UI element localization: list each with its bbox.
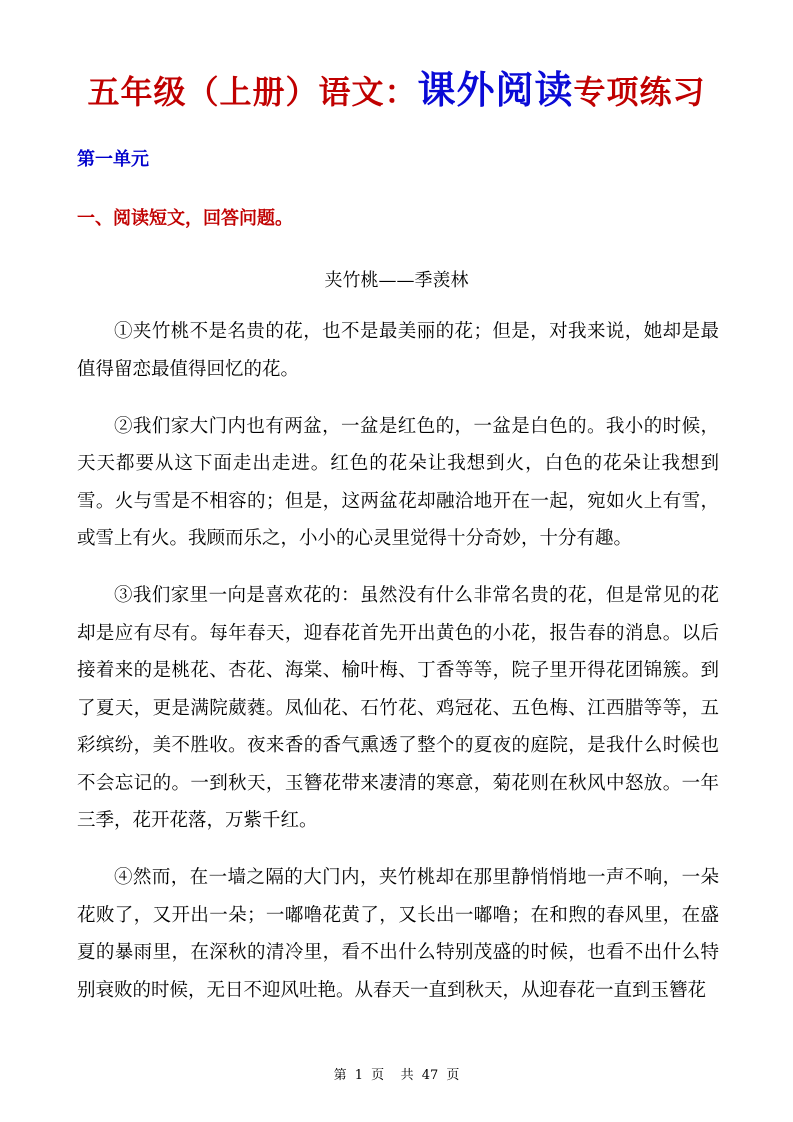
footer-total-suffix: 页 [446,1068,460,1083]
page-footer [0,1066,793,1086]
paragraph-4: ④然而，在一墙之隔的大门内，夹竹桃却在那里静悄悄地一声不响，一朵花败了，又开出一朵；一嘟噜花黄了，又长出一嘟噜；在和煦的春风里，在盛夏的暴雨里，在深秋的清冷里，看不出什么特别茂盛的时候，也看不出什么特别衰败的时候，无日不迎风吐艳。从春天一直到秋天，从迎春花一直到玉簪花 [77,867,719,1001]
footer-current-page: 1 [354,1068,363,1083]
footer-page-suffix: 页 [371,1068,385,1083]
section-heading: 一、阅读短文，回答问题。 [77,208,293,229]
page-title [0,64,793,118]
article-title: 夹竹桃——季羡林 [324,270,469,291]
title-part-2: 专项练习 [573,73,706,111]
paragraph-2: ②我们家大门内也有两盆，一盆是红色的，一盆是白色的。我小的时候，天天都要从这下面走出走进。红色的花朵让我想到火，白色的花朵让我想到雪。火与雪是不相容的；但是，这两盆花却融洽地开在一起，宛如火上有雪，或雪上有火。我顾而乐之，小小的心灵里觉得十分奇妙，十分有趣。 [77,415,719,549]
footer-total-pages: 47 [421,1068,439,1083]
title-part-1: 五年级（上册）语文： [87,73,418,111]
unit-heading: 第一单元 [77,149,149,170]
paragraph-1: ①夹竹桃不是名贵的花，也不是最美丽的花；但是，对我来说，她却是最值得留恋最值得回忆的花。 [77,321,719,380]
footer-page-prefix: 第 [333,1068,347,1083]
paragraph-3: ③我们家里一向是喜欢花的：虽然没有什么非常名贵的花，但是常见的花却是应有尽有。每年春天，迎春花首先开出黄色的小花，报告春的消息。以后接着来的是桃花、杏花、海棠、榆叶梅、丁香等等，院子里开得花团锦簇。到了夏天，更是满院葳蕤。凤仙花、石竹花、鸡冠花、五色梅、江西腊等等，五彩缤纷，美不胜收。夜来香的香气熏透了整个的夏夜的庭院，是我什么时候也不会忘记的。一到秋天，玉簪花带来凄清的寒意，菊花则在秋风中怒放。一年三季，花开花落，万紫千红。 [77,585,719,831]
article-body [77,313,719,1029]
footer-total-prefix: 共 [400,1068,414,1083]
title-highlight: 课外阅读 [417,68,574,112]
